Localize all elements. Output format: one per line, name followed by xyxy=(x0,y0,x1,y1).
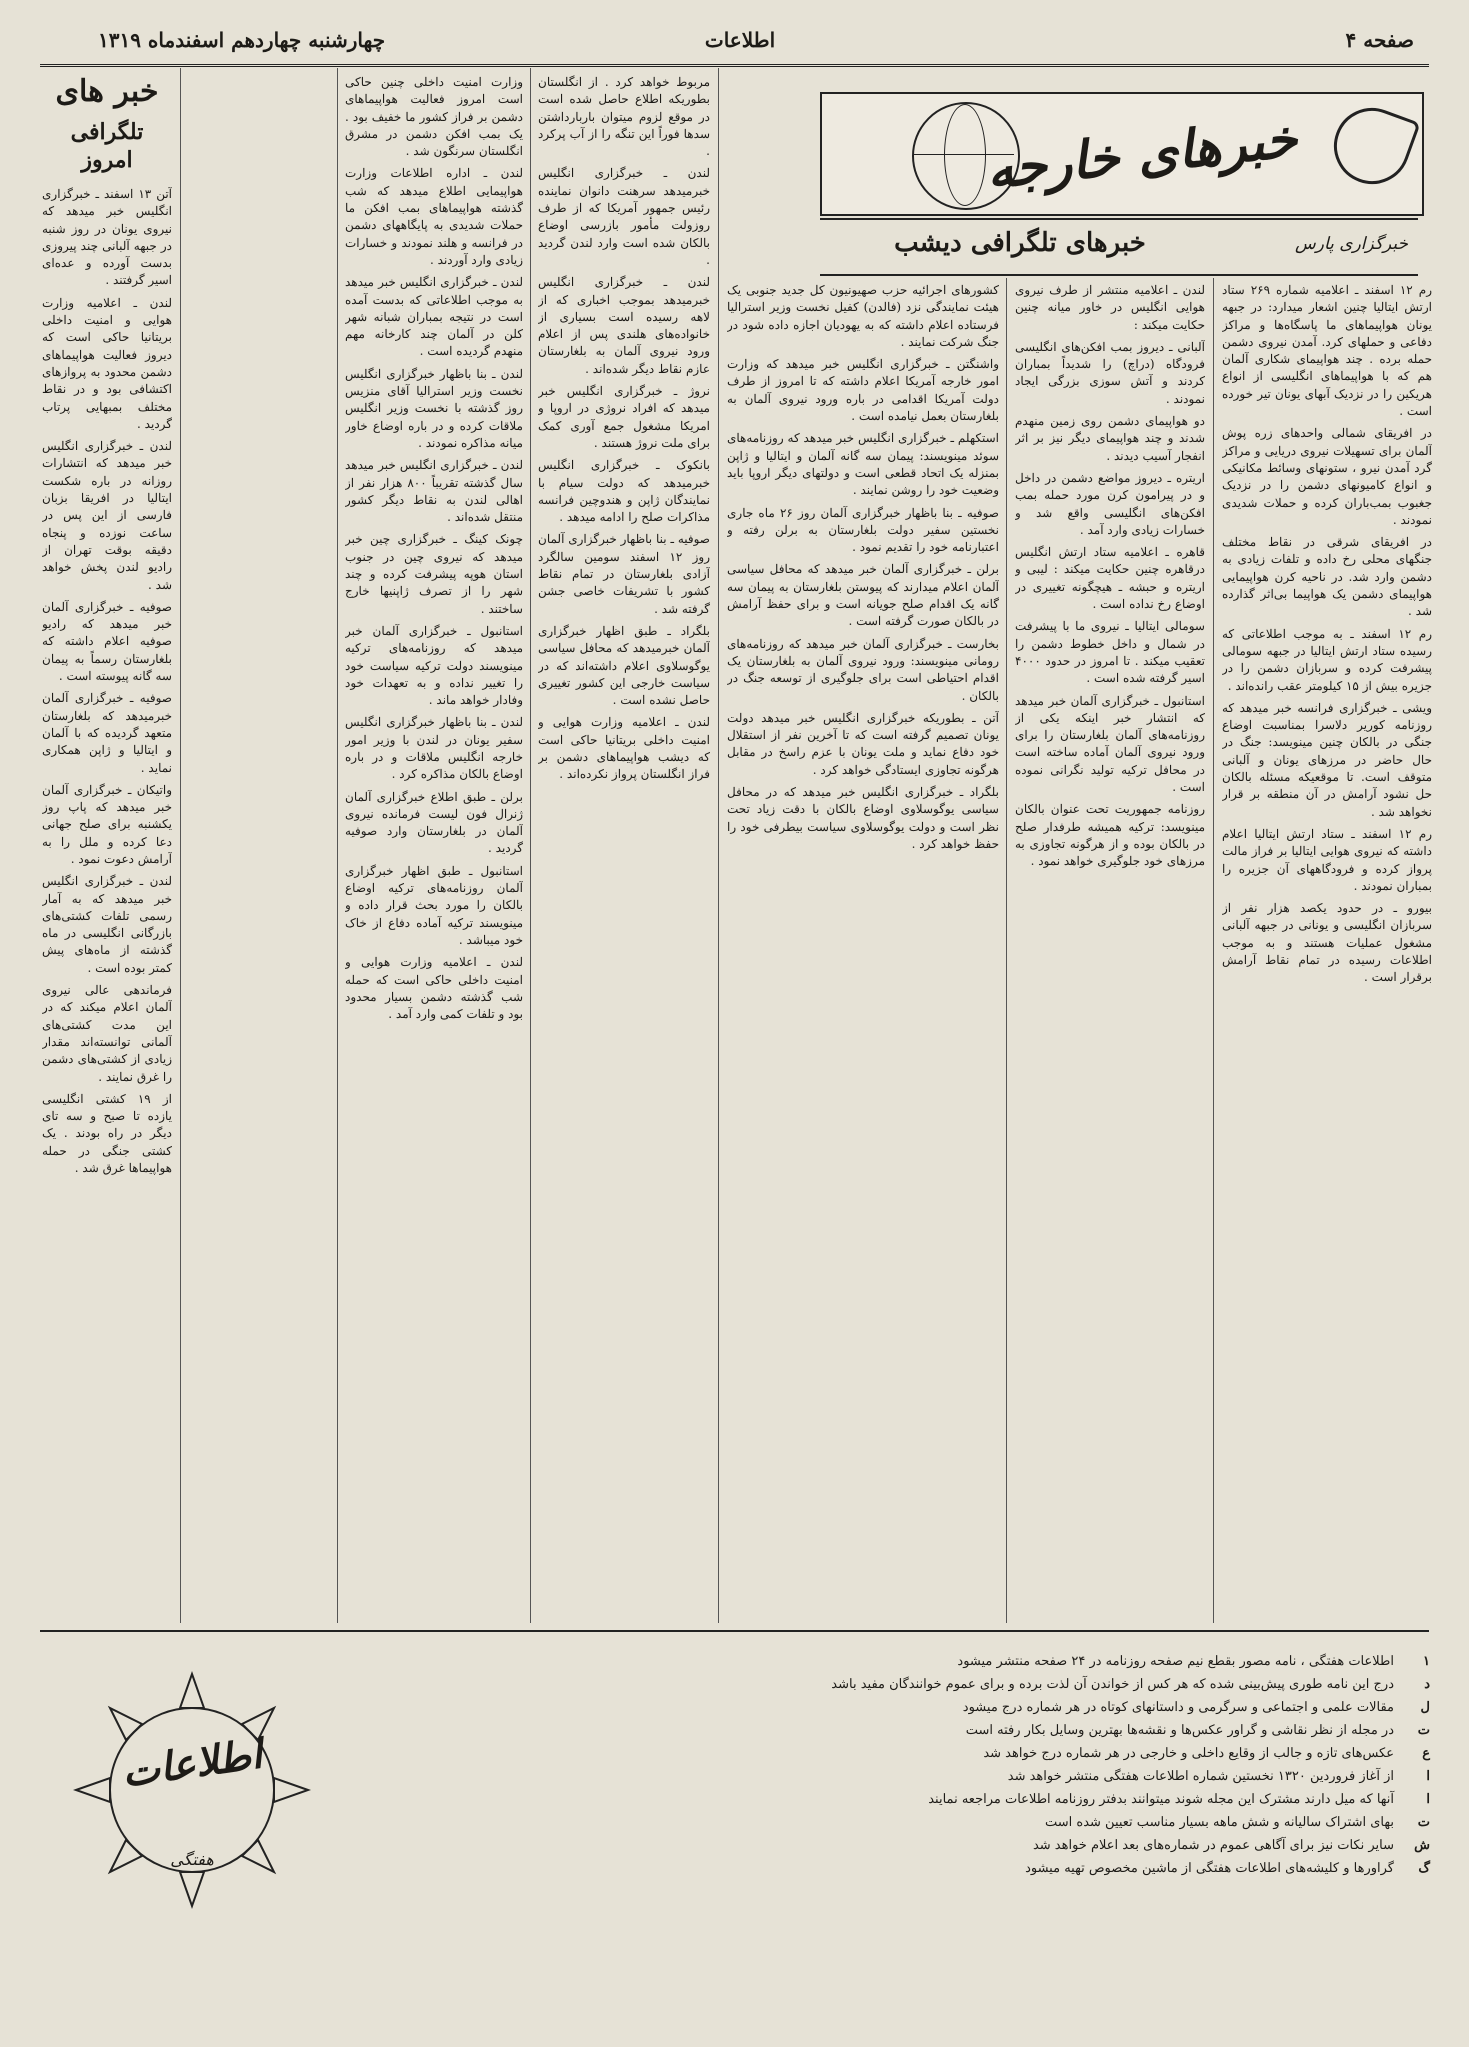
article: بلگراد ـ خبرگزاری انگلیس خبر میدهد که در محافل سیاسی یوگوسلاوی اوضاع بالکان با دقت زیاد تحت نظر است و دولت یوگوسلاوی سیاست بیطرفی خود را حفظ خواهد کرد . xyxy=(727,785,999,851)
column-rule xyxy=(1006,278,1007,1623)
article: رم ۱۲ اسفند ـ ستاد ارتش ایتالیا اعلام داشته که نیروی هوایی ایتالیا بر فراز مالت پرواز کرده و فرودگاههای آن جزیره را بمباران نمودند . xyxy=(1222,826,1432,893)
banner-title: خبرهای خارجه xyxy=(983,107,1301,202)
section-title: خبرهای تلگرافی دیشب xyxy=(894,228,1146,258)
article: روزنامه جمهوریت تحت عنوان بالکان مینویسد: ترکیه همیشه طرفدار صلح در بالکان بوده و از هرگونه تجاوزی به مرزهای خود جلوگیری خواهد نمود . xyxy=(1015,802,1205,869)
article: از ۱۹ کشتی انگلیسی یازده تا صبح و سه تای دیگر در راه بودند . یک کشتی جنگی در حمله هواپیماها غرق شد . xyxy=(42,1091,172,1176)
header-page-number: صفحه ۴ xyxy=(1345,28,1414,52)
advert-rule xyxy=(40,1630,1429,1632)
article: استکهلم ـ خبرگزاری انگلیس خبر میدهد که روزنامه‌های سوئد مینویسند: پیمان سه گانه آلمان و ایتالیا و ژاپن بمنزله یک اتحاد قطعی است و دولتهای دیگر اروپا باید وضعیت خود را روشن نمایند . xyxy=(727,431,999,498)
article: استانبول ـ خبرگزاری آلمان خبر میدهد که روزنامه‌های ترکیه مینویسند دولت ترکیه سیاست خود را تغییر نداده و به تعهدات خود وفادار خواهد ماند . xyxy=(345,623,523,708)
article: سومالی ایتالیا ـ نیروی ما با پیشرفت در شمال و داخل خطوط دشمن را تعقیب میکند . تا امروز در حدود ۴۰۰۰ اسیر گرفته شده است . xyxy=(1015,619,1205,686)
article: وزارت امنیت داخلی چنین حاکی است امروز فعالیت هواپیماهای دشمن بر فراز کشور ما خفیف بود . یک بمب افکن دشمن در مشرق انگلستان سرنگون شد . xyxy=(345,75,523,159)
article: قاهره ـ اعلامیه ستاد ارتش انگلیس درقاهره چنین حکایت میکند : لیبی و اریتره و حبشه ـ هیچگونه تغییری در اوضاع رخ نداده است . xyxy=(1015,545,1205,612)
article: لندن ـ خبرگزاری انگلیس خبر میدهد که به آمار رسمی تلفات کشتی‌های بازرگانی انگلیسی در ماه گذشته از ماه‌های پیش کمتر بوده است . xyxy=(42,874,172,975)
weekly-notices-list xyxy=(360,1650,1430,1880)
article: در افریقای شمالی واحدهای زره پوش آلمان برای تسهیلات نیروی دریایی و مراکز گرد آمدن نیرو ، ستونهای وسائط مکانیکی و انواع کامیونهای دشمن را در نزدیک جغبوب بمب‌باران کرده و حملات شدیدی نمودند . xyxy=(1222,426,1432,527)
article: لندن ـ بنا باظهار خبرگزاری انگلیس نخست وزیر استرالیا آقای منزیس روز گذشته با نخست وزیر انگلیس ملاقات کرده و در باره اوضاع خاور میانه مذاکره نمودند . xyxy=(345,366,523,450)
article: لندن ـ خبرگزاری انگلیس خبر میدهد سال گذشته تقریباً ۸۰۰ هزار نفر از اهالی لندن به نقاط دیگر کشور منتقل شده‌اند . xyxy=(345,458,523,525)
last-night-telegrams-heading xyxy=(820,218,1418,276)
list-item: ت در مجله از نظر نقاشی و گراور عکس‌ها و نقشه‌ها بهترین وسایل بکار رفته است xyxy=(965,1723,1430,1738)
article: کشورهای اجرائیه حزب صهیونیون کل جدید جنوبی یک هیئت نمایندگی نزد (فالدن) کفیل نخست وزیر استرالیا فرستاده اعلام داشته که به یهودیان اجازه داده شود در جنگ شرکت نمایند . xyxy=(727,283,999,349)
column-4 xyxy=(538,74,710,1622)
article: بخارست ـ خبرگزاری آلمان خبر میدهد که روزنامه‌های رومانی مینویسند: ورود نیروی آلمان به بلغارستان یک اقدام احتیاطی است برای جلوگیری از توسعه جنگ در بالکان . xyxy=(727,636,999,703)
article: در افریقای شرقی در نقاط مختلف جنگهای محلی رخ داده و تلفات زیادی به دشمن وارد شد. در ناحیه کرن هواپیمایی هواپیمای دشمن یک هواپیما بی‌اثر گذارده شد . xyxy=(1222,535,1432,619)
header-date: چهارشنبه چهاردهم اسفندماه ۱۳۱۹ xyxy=(98,28,386,52)
article: لندن ـ اعلامیه وزارت هوایی و امنیت داخلی حاکی است که حمله شب گذشته دشمن بسیار محدود بود و تلفات کمی وارد آمد . xyxy=(345,955,523,1022)
article: آتن ۱۳ اسفند ـ خبرگزاری انگلیس خبر میدهد که نیروی یونان در روز شنبه در جبهه آلبانی چند پیروزی بدست آورده و عده‌ای اسیر گرفتند . xyxy=(42,187,172,288)
article: لندن ـ اعلامیه وزارت هوایی و امنیت داخلی بریتانیا حاکی است که دیشب هواپیماهای دشمن بر فراز انگلستان پرواز نکرده‌اند . xyxy=(538,715,710,782)
article: لندن ـ اعلامیه منتشر از طرف نیروی هوایی انگلیس در خاور میانه چنین حکایت میکند : xyxy=(1015,283,1205,332)
article: برلن ـ خبرگزاری آلمان خبر میدهد که محافل سیاسی آلمان اعلام میدارند که پیوستن بلغارستان به پیمان سه گانه یک اقدام صلح جویانه است و برای حفظ آرامش در بالکان صورت گرفته است . xyxy=(727,562,999,629)
list-item: ا آنها که میل دارند مشترک این مجله شوند میتوانند بدفتر روزنامه اطلاعات مراجعه نمایند xyxy=(928,1792,1430,1807)
logo-title: اطلاعات xyxy=(119,1730,265,1797)
article: دو هواپیمای دشمن روی زمین منهدم شدند و چند هواپیمای دیگر نیز بر اثر انفجار آسیب دیدند . xyxy=(1015,414,1205,463)
article: استانبول ـ خبرگزاری آلمان خبر میدهد که انتشار خبر اینکه یکی از روزنامه‌های آلمان بلغارستان را برای ورود نیروی آلمان آماده ساخته است در محافل ترکیه تولید نگرانی نموده است . xyxy=(1015,693,1205,795)
article: بلگراد ـ طبق اظهار خبرگزاری آلمان خبرمیدهد که محافل سیاسی یوگوسلاوی اعلام داشته‌اند که در سیاست خارجی این کشور تغییری حاصل نشده است . xyxy=(538,623,710,708)
header-paper-name: اطلاعات xyxy=(704,28,776,52)
article: مربوط خواهد کرد . از انگلستان بطوریکه اطلاع حاصل شده است در موقع لزوم میتوان باربارداشتن سدها فوراً این تنگه را از آب پرکرد . xyxy=(538,75,710,159)
article: ویشی ـ خبرگزاری فرانسه خبر میدهد که روزنامه کوریر دلاسرا بمناسبت اوضاع جنگی در بالکان چنین مینویسد: جنگ در حال حاضر در مرزهای یونان و آلبانی متوقف است. تا موقعیکه مسئله بالکان حل نشود آرامش در آن منطقه بر قرار نخواهد شد . xyxy=(1222,700,1432,819)
article: لندن ـ خبرگزاری انگلیس خبر میدهد که انتشارات روزانه در باره شکست ایتالیا در افریقا بزبان فارسی از این پس در ساعت نوزده و پنجاه دقیقه بوقت تهران از رادیو لندن پخش خواهد شد . xyxy=(42,439,172,592)
article: لندن ـ اداره اطلاعات وزارت هواپیمایی اطلاع میدهد که شب گذشته هواپیماهای بمب افکن ما حملات شدیدی به پایگاههای دشمن در فرانسه و هلند نمودند و خسارات زیادی وارد آوردند . xyxy=(345,166,523,267)
logo-subtitle: هفتگی xyxy=(170,1850,214,1869)
list-item: ع عکس‌های تازه و جالب از وقایع داخلی و خارجی در هر شماره درج خواهد شد xyxy=(983,1746,1430,1761)
article: لندن ـ خبرگزاری انگلیس خبر میدهد به موجب اطلاعاتی که بدست آمده است در نتیجه بمباران شبانه شهر کلن در آلمان چند کارخانه مهم منهدم گردیده است . xyxy=(345,275,523,359)
article: اریتره ـ دیروز مواضع دشمن در داخل و در پیرامون کرن مورد حمله بمب افکن‌های انگلیسی واقع شد و خسارات زیادی وارد آمد . xyxy=(1015,470,1205,537)
list-item: گ گراورها و کلیشه‌های اطلاعات هفتگی از ماشین مخصوص تهیه میشود xyxy=(1025,1861,1430,1876)
article: صوفیه ـ خبرگزاری آلمان خبر میدهد که رادیو صوفیه اعلام داشته که بلغارستان رسماً به پیمان سه گانه پیوسته است . xyxy=(42,599,172,684)
list-item: ۱ اطلاعات هفتگی ، نامه مصور بقطع نیم صفحه روزنامه در ۲۴ صفحه منتشر میشود xyxy=(957,1654,1430,1669)
article: صوفیه ـ بنا باظهار خبرگزاری آلمان روز ۲۶ ماه جاری نخستین سفیر دولت بلغارستان به برلن رفته و اعتبارنامه خود را تقدیم نمود . xyxy=(727,505,999,555)
article: لندن ـ خبرگزاری انگلیس خبرمیدهد سرهنت دانوان نماینده رئیس جمهور آمریکا که از طرف روزولت مأمور بازرسی اوضاع بالکان شده است وارد لندن گردید . xyxy=(538,166,710,267)
article: بانکوک ـ خبرگزاری انگلیس خبرمیدهد که دولت سیام با نمایندگان ژاپن و هندوچین فرانسه مذاکرات صلح را ادامه میدهد . xyxy=(538,458,710,525)
news-agency-label: خبرگزاری پارس xyxy=(1294,234,1408,254)
column-rule xyxy=(530,68,531,1623)
today-headline-line-1: خبر های xyxy=(55,74,159,109)
article: صوفیه ـ بنا باظهار خبرگزاری آلمان روز ۱۲ اسفند سومین سالگرد آزادی بلغارستان در تمام نقاط کشور با تشریفات خاصی جشن گرفته شد . xyxy=(538,532,710,616)
list-item: ا از آغاز فروردین ۱۳۲۰ نخستین شماره اطلاعات هفتگی منتشر خواهد شد xyxy=(1007,1769,1430,1784)
article: آتن ـ بطوریکه خبرگزاری انگلیس خبر میدهد دولت یونان تصمیم گرفته است که تا آخرین نفر از استقلال خود دفاع نماید و ملت یونان با عزم راسخ در مقابل هرگونه تجاوزی ایستادگی خواهد کرد . xyxy=(727,710,999,777)
column-rule xyxy=(337,68,338,1623)
article: رم ۱۲ اسفند ـ به موجب اطلاعاتی که رسیده ستاد ارتش ایتالیا در جبهه سومالی پیشرفت کرده و سربازان دشمن را در جزیره بیش از ۱۵ کیلومتر عقب رانده‌اند . xyxy=(1222,626,1432,693)
header-rule xyxy=(40,64,1429,67)
column-5 xyxy=(345,74,523,1622)
article: صوفیه ـ خبرگزاری آلمان خبرمیدهد که بلغارستان متعهد گردیده که با آلمان و ایتالیا و ژاپن همکاری نماید . xyxy=(42,691,172,775)
right-column xyxy=(1222,282,1432,1622)
weekly-logo xyxy=(42,1640,342,1940)
column-rule xyxy=(180,68,181,1623)
article: رم ۱۲ اسفند ـ اعلامیه شماره ۲۶۹ ستاد ارتش ایتالیا چنین اشعار میدارد: در جبهه یونان هواپیماهای ما پاسگاه‌ها و مراکز دفاعی و حملهای کرد. آمدن نیروی دشمن حمله برده . چند هواپیمای شکاری آلمان هم که با هواپیماهای انگلیسی از انواع هریکین را در نزدیک آبهای یونان تیر خورده است . xyxy=(1222,283,1432,419)
article: چونک کینگ ـ خبرگزاری چین خبر میدهد که نیروی چین در جنوب استان هوپه پیشرفت کرده و چند شهر را از تصرف ژاپنیها خارج ساختند . xyxy=(345,532,523,616)
column-rule xyxy=(1213,278,1214,1623)
list-item: ت بهای اشتراک سالیانه و شش ماهه بسیار مناسب تعیین شده است xyxy=(1044,1815,1430,1830)
column-2 xyxy=(1015,282,1205,1622)
article: برلن ـ طبق اطلاع خبرگزاری آلمان ژنرال فون لیست فرمانده نیروی آلمان در بلغارستان وارد صوفیه گردید . xyxy=(345,789,523,856)
column-3 xyxy=(727,282,999,1622)
article: فرماندهی عالی نیروی آلمان اعلام میکند که در این مدت کشتی‌های آلمانی توانسته‌اند مقدار زیادی از کشتی‌های دشمن را غرق نمایند . xyxy=(42,983,172,1084)
left-column xyxy=(42,74,172,1622)
list-item: ل مقالات علمی و اجتماعی و سرگرمی و داستانهای کوتاه در هر شماره درج میشود xyxy=(962,1700,1430,1715)
article: لندن ـ خبرگزاری انگلیس خبرمیدهد بموجب اخباری که از لاهه رسیده است بسیاری از خانواده‌های هلندی پس از اعلام ورود نیروی آلمان به بلغارستان عازم نقاط دیگر شده‌اند . xyxy=(538,275,710,376)
article: بیورو ـ در حدود یکصد هزار نفر از سربازان انگلیسی و یونانی در جبهه آلبانی مشغول عملیات هستند و به موجب اطلاعات رسیده در تمام نقاط آرامش برقرار است . xyxy=(1222,901,1432,985)
article: لندن ـ بنا باظهار خبرگزاری انگلیس سفیر یونان در لندن با وزیر امور خارجه انگلیس ملاقات و در باره اوضاع بالکان مذاکره کرد . xyxy=(345,715,523,782)
article: نروژ ـ خبرگزاری انگلیس خبر میدهد که افراد نروژی در اروپا و امریکا مشغول جمع آوری کمک برای ملت نروژ هستند . xyxy=(538,384,710,450)
article: آلبانی ـ دیروز بمب افکن‌های انگلیسی فرودگاه (دراچ) را شدیداً بمباران کردند و آتش سوزی بزرگی ایجاد نمودند . xyxy=(1015,339,1205,406)
column-rule xyxy=(718,68,719,1623)
today-headline-line-2: تلگرافی امروز xyxy=(70,119,144,173)
article: استانبول ـ طبق اظهار خبرگزاری آلمان روزنامه‌های ترکیه اوضاع بالکان را مورد بحث قرار داده و مینویسند ترکیه آماده دفاع از خاک خود میباشد . xyxy=(345,863,523,947)
list-item: ش سایر نکات نیز برای آگاهی عموم در شماره‌های بعد اعلام خواهد شد xyxy=(1032,1838,1430,1853)
gramophone-horn-icon xyxy=(1323,97,1420,194)
article: واشنگتن ـ خبرگزاری انگلیس خبر میدهد که وزارت امور خارجه آمریکا اعلام داشته که تا امروز از طرف دولت آمریکا اقدامی در باره ورود نیروی آلمان به بلغارستان بعمل نیامده است . xyxy=(727,357,999,424)
article: لندن ـ اعلامیه وزارت هوایی و امنیت داخلی بریتانیا حاکی است که دیروز فعالیت هواپیماهای دشمن محدود به پروازهای اکتشافی بود و در نقاط مختلف بمبهایی پرتاب گردید . xyxy=(42,295,172,431)
list-item: د درج این نامه طوری پیش‌بینی شده که هر کس از خواندن آن لذت برده و برای عموم خوانندگان مفید باشد xyxy=(831,1677,1430,1692)
article: واتیکان ـ خبرگزاری آلمان خبر میدهد که پاپ روز یکشنبه برای صلح جهانی دعا کرده و ملل را به آرامش دعوت نمود . xyxy=(42,782,172,866)
foreign-news-banner xyxy=(820,92,1424,216)
